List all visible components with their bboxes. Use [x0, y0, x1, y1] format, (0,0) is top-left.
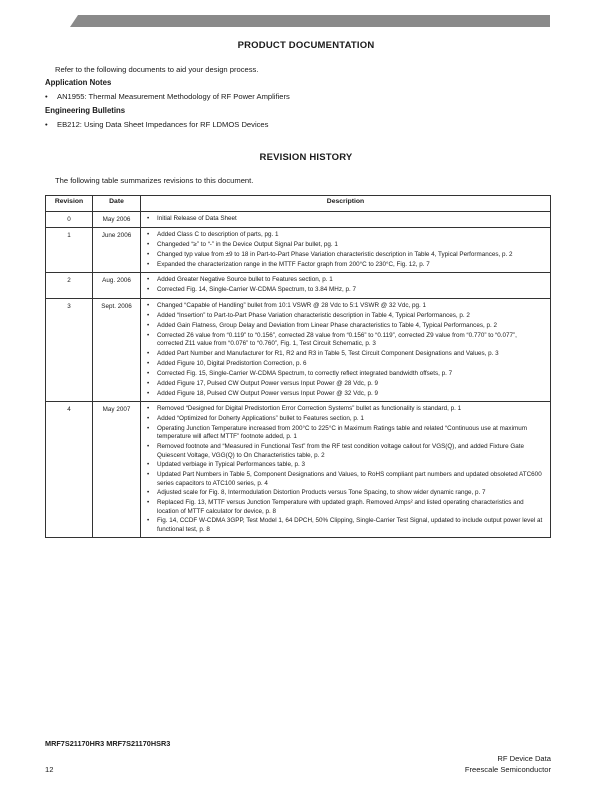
footer-company-name: Freescale Semiconductor — [464, 765, 551, 774]
list-item: • Removed footnote and “Measured in Functional Test” from the RF test condition voltage callout for VGS(Q), and added Fixture Gate Quiescent Voltage, VGG(Q) to On Characteristics table, p. 2 — [147, 443, 544, 459]
table-row — [46, 227, 551, 273]
list-item: • Added Class C to description of parts, pg. 1 — [147, 231, 544, 239]
list-item: • Added Figure 10, Digital Predistortion Correction, p. 6 — [147, 360, 544, 368]
list-item: • Added “Insertion” to Part-to-Part Phase Variation characteristic description in Table 4, Typical Performances, p. 2 — [147, 312, 544, 320]
date-cell: Sept. 2006 — [93, 299, 141, 402]
header-description: Description — [141, 196, 551, 212]
description-cell — [141, 402, 551, 538]
date-cell: June 2006 — [93, 227, 141, 273]
list-item: • Replaced Fig. 13, MTTF versus Junction Temperature with updated graph. Removed Amps² and listed operating characteristics and location of MTTF calculator for device, p. 8 — [147, 499, 544, 515]
revision-cell: 4 — [46, 402, 93, 538]
list-item: • Operating Junction Temperature increased from 200°C to 225°C in Maximum Ratings table and related “Continuous use at maximum temperature will affect MTTF” footnote added, p. 1 — [147, 425, 544, 441]
header-date: Date — [93, 196, 141, 212]
product-documentation-title: PRODUCT DOCUMENTATION — [237, 40, 375, 51]
engineering-bulletins-heading: Engineering Bulletins — [45, 106, 126, 115]
list-item: • Added Figure 17, Pulsed CW Output Power versus Input Power @ 28 Vdc, p. 9 — [147, 380, 544, 388]
list-item: • Corrected Fig. 14, Single-Carrier W-CDMA Spectrum, to 3.84 MHz, p. 7 — [147, 286, 544, 294]
footer-rf-device-data: RF Device Data — [497, 754, 551, 763]
list-item: • Changed “Capable of Handling” bullet from 10:1 VSWR @ 28 Vdc to 5:1 VSWR @ 32 Vdc, pg. 1 — [147, 302, 544, 310]
list-item: • Added “Optimized for Doherty Applications” bullet to Features section, p. 1 — [147, 415, 544, 423]
list-item: • Added Part Number and Manufacturer for R1, R2 and R3 in Table 5, Test Circuit Component Designations and Values, p. 3 — [147, 350, 544, 358]
application-note-item: • AN1955: Thermal Measurement Methodology of RF Power Amplifiers — [45, 92, 290, 101]
list-item: • Updated Part Numbers in Table 5, Component Designations and Values, to RoHS compliant part numbers and updated obsoleted ATC600 series capacitors to ATC100 series, p. 4 — [147, 471, 544, 487]
list-item: • Fig. 14, CCDF W-CDMA 3GPP, Test Model 1, 64 DPCH, 50% Clipping, Single-Carrier Test Signal, updated to include output power level at functional test, p. 8 — [147, 517, 544, 533]
list-item: • Added Figure 18, Pulsed CW Output Power versus Input Power @ 32 Vdc, p. 9 — [147, 390, 544, 398]
revision-cell: 3 — [46, 299, 93, 402]
description-cell — [141, 273, 551, 299]
table-row — [46, 273, 551, 299]
date-cell: May 2006 — [93, 212, 141, 228]
table-header-row — [46, 196, 551, 212]
revision-cell: 0 — [46, 212, 93, 228]
list-item: • Added Gain Flatness, Group Delay and Deviation from Linear Phase characteristics to Table 4, Typical Performances, p. 2 — [147, 322, 544, 330]
revision-intro-text: The following table summarizes revisions to this document. — [55, 176, 254, 185]
description-cell — [141, 299, 551, 402]
date-cell: Aug. 2006 — [93, 273, 141, 299]
header-decorative-bar — [70, 15, 550, 27]
list-item: • Changeded “≥” to “-” in the Device Output Signal Par bullet, pg. 1 — [147, 241, 544, 249]
table-row — [46, 299, 551, 402]
description-cell — [141, 212, 551, 228]
list-item: • Added Greater Negative Source bullet to Features section, p. 1 — [147, 276, 544, 284]
list-item: • Removed “Designed for Digital Predistortion Error Correction Systems” bullet as functionality is standard, p. 1 — [147, 405, 544, 413]
list-item: • Adjusted scale for Fig. 8, Intermodulation Distortion Products versus Tone Spacing, to show wider dynamic range, p. 7 — [147, 489, 544, 497]
list-item: • Changed typ value from ±9 to 18 in Part-to-Part Phase Variation characteristic description in Table 4, Typical Performances, p. 2 — [147, 251, 544, 259]
table-row — [46, 402, 551, 538]
list-item: • Updated verbiage in Typical Performances table, p. 3 — [147, 461, 544, 469]
page-number: 12 — [45, 765, 54, 774]
revision-cell: 1 — [46, 227, 93, 273]
date-cell: May 2007 — [93, 402, 141, 538]
revision-cell: 2 — [46, 273, 93, 299]
table-row — [46, 212, 551, 228]
list-item: • Corrected Z6 value from “0.119” to “0.156”, corrected Z8 value from “0.156” to “0.119”, corrected Z9 value from “0.770” to “0.077”, corrected Z11 value from “0.076” to “0.760”, Fig. 1, Test Circuit Schematic, p. 3 — [147, 332, 544, 348]
application-notes-heading: Application Notes — [45, 78, 112, 87]
description-cell — [141, 227, 551, 273]
footer-part-numbers: MRF7S21170HR3 MRF7S21170HSR3 — [45, 739, 171, 748]
header-revision: Revision — [46, 196, 93, 212]
engineering-bulletin-item: • EB212: Using Data Sheet Impedances for RF LDMOS Devices — [45, 120, 269, 129]
list-item: • Expanded the characterization range in the MTTF Factor graph from 200°C to 230°C, Fig. 12, p. 7 — [147, 261, 544, 269]
intro-text: Refer to the following documents to aid your design process. — [55, 65, 259, 74]
revision-history-title: REVISION HISTORY — [259, 152, 353, 163]
revision-history-table — [45, 195, 551, 538]
list-item: • Corrected Fig. 15, Single-Carrier W-CDMA Spectrum, to correctly reflect integrated bandwidth offsets, p. 7 — [147, 370, 544, 378]
list-item: • Initial Release of Data Sheet — [147, 215, 544, 223]
